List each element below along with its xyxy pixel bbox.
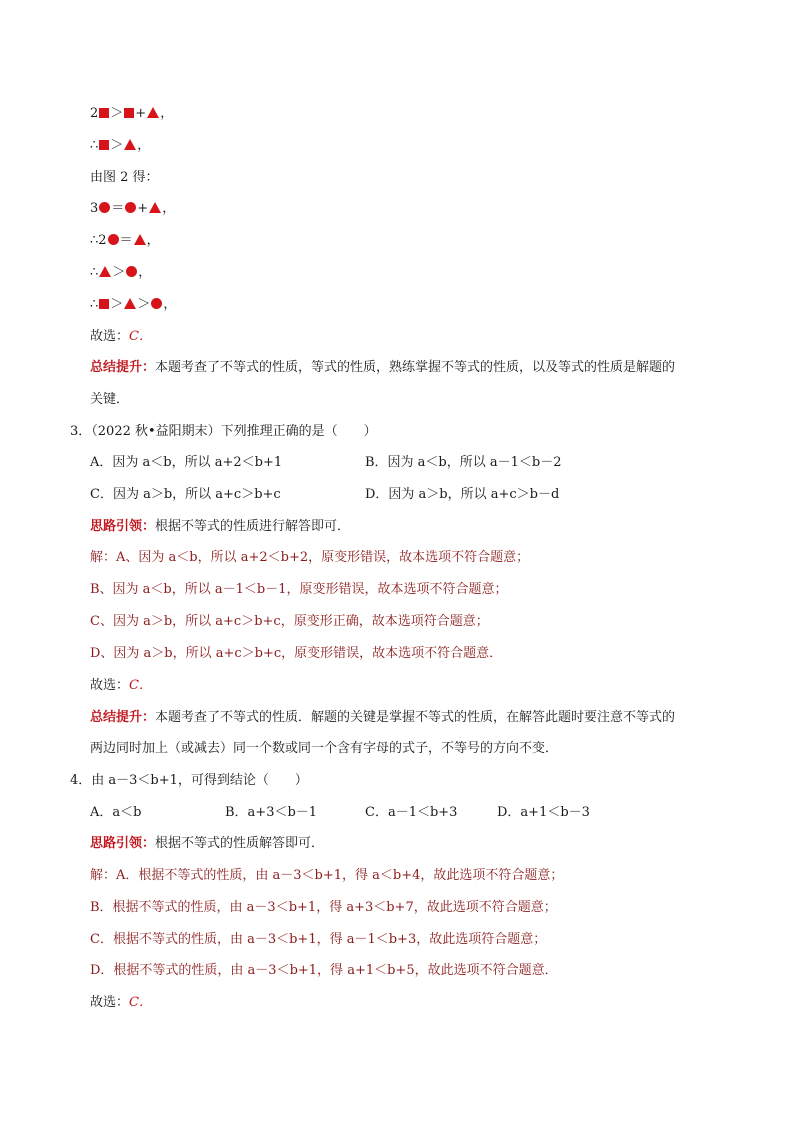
hint-label: 思路引领： [90, 836, 156, 851]
circle-icon [99, 202, 110, 213]
triangle-icon [134, 234, 146, 245]
text: 2 [90, 106, 99, 121]
answer-value: C． [129, 995, 152, 1010]
answer-label: 故选： [90, 678, 130, 693]
triangle-icon [99, 266, 111, 277]
q4-solution-b: B．根据不等式的性质，由 a－3＜b+1，得 a+3＜b+7，故此选项不符合题意； [90, 900, 557, 915]
circle-icon [125, 202, 136, 213]
text: 3 [90, 201, 99, 216]
triangle-icon [124, 139, 136, 150]
text: ＞ [112, 265, 126, 280]
answer-value: C． [129, 678, 152, 693]
derivation-line-6 [90, 263, 151, 283]
answer-value: C． [129, 329, 152, 344]
summary-label: 总结提升： [90, 360, 156, 375]
q3-option-b: B．因为 a＜b，所以 a－1＜b－2 [365, 455, 562, 470]
summary-text: 本题考查了不等式的性质．解题的关键是掌握不等式的性质，在解答此题时要注意不等式的 [155, 710, 676, 725]
question-3-stem: 3．（2022 秋•益阳期末）下列推理正确的是（ ） [70, 424, 377, 439]
text: ＞ [110, 297, 124, 312]
text: + [137, 201, 149, 216]
q3-summary-2: 两边同时加上（或减去）同一个数或同一个含有字母的式子，不等号的方向不变． [90, 741, 559, 756]
q4-option-b: B．a+3＜b－1 [225, 805, 318, 820]
q4-option-a: A．a＜b [90, 805, 142, 820]
q4-option-d: D．a+1＜b－3 [497, 805, 590, 820]
q3-solution-a: 解：A、因为 a＜b，所以 a+2＜b+2，原变形错误，故本选项不符合题意； [90, 550, 530, 565]
derivation-line-5 [90, 231, 160, 251]
q3-answer [90, 676, 152, 696]
q4-solution-d: D．根据不等式的性质，由 a－3＜b+1，得 a+1＜b+5，故此选项不符合题意． [90, 963, 558, 978]
q3-solution-b: B、因为 a＜b，所以 a－1＜b－1，原变形错误，故本选项不符合题意； [90, 582, 508, 597]
text: ， [160, 106, 174, 121]
derivation-line-7 [90, 295, 176, 315]
q4-solution-c: C．根据不等式的性质，由 a－3＜b+1，得 a－1＜b+3，故此选项符合题意； [90, 932, 547, 947]
square-icon [99, 140, 109, 150]
text: ， [162, 201, 176, 216]
triangle-icon [124, 298, 136, 309]
text: ＝ [111, 201, 125, 216]
text: ， [138, 265, 152, 280]
summary-line-2: 关键． [90, 392, 130, 407]
q4-hint [90, 834, 324, 854]
summary-line-1 [90, 358, 675, 378]
circle-icon [126, 266, 137, 277]
circle-icon [108, 234, 119, 245]
answer-label: 故选： [90, 329, 130, 344]
q3-option-d: D．因为 a＞b，所以 a+c＞b－d [365, 487, 560, 502]
text: ＝ [119, 233, 133, 248]
triangle-icon [149, 202, 161, 213]
derivation-line-1 [90, 104, 173, 124]
hint-label: 思路引领： [90, 519, 156, 534]
q3-summary-1 [90, 708, 675, 728]
derivation-line-4 [90, 199, 175, 219]
text: ＞ [137, 297, 151, 312]
q3-option-a: A．因为 a＜b，所以 a+2＜b+1 [90, 455, 283, 470]
text: + [135, 106, 147, 121]
q4-option-c: C．a－1＜b+3 [365, 805, 458, 820]
summary-text: 本题考查了不等式的性质，等式的性质，熟练掌握不等式的性质，以及等式的性质是解题的 [155, 360, 676, 375]
answer-line [90, 327, 152, 347]
derivation-line-3: 由图 2 得： [90, 170, 159, 185]
text: ＞ [110, 138, 124, 153]
text: ， [163, 297, 177, 312]
text: ∴ [90, 138, 99, 153]
square-icon [99, 108, 109, 118]
text: ∴ [90, 265, 99, 280]
answer-label: 故选： [90, 995, 130, 1010]
q3-option-c: C．因为 a＞b，所以 a+c＞b+c [90, 487, 281, 502]
q3-solution-d: D、因为 a＞b，所以 a+c＞b+c，原变形错误，故本选项不符合题意． [90, 646, 503, 661]
question-4-stem: 4．由 a－3＜b+1，可得到结论（ ） [70, 773, 308, 788]
summary-label: 总结提升： [90, 710, 156, 725]
text: ∴2 [90, 233, 107, 248]
text: ＞ [110, 106, 124, 121]
hint-text: 根据不等式的性质解答即可． [155, 836, 325, 851]
square-icon [124, 108, 134, 118]
circle-icon [151, 298, 162, 309]
derivation-line-2 [90, 136, 150, 156]
square-icon [99, 299, 109, 309]
text: ， [137, 138, 151, 153]
q3-hint [90, 517, 350, 537]
hint-text: 根据不等式的性质进行解答即可． [155, 519, 351, 534]
triangle-icon [147, 107, 159, 118]
text: ∴ [90, 297, 99, 312]
q3-solution-c: C、因为 a＞b，所以 a+c＞b+c，原变形正确，故本选项符合题意； [90, 614, 489, 629]
q4-answer [90, 993, 152, 1013]
text: ， [146, 233, 160, 248]
q4-solution-a: 解：A．根据不等式的性质，由 a－3＜b+1，得 a＜b+4，故此选项不符合题意； [90, 868, 564, 883]
